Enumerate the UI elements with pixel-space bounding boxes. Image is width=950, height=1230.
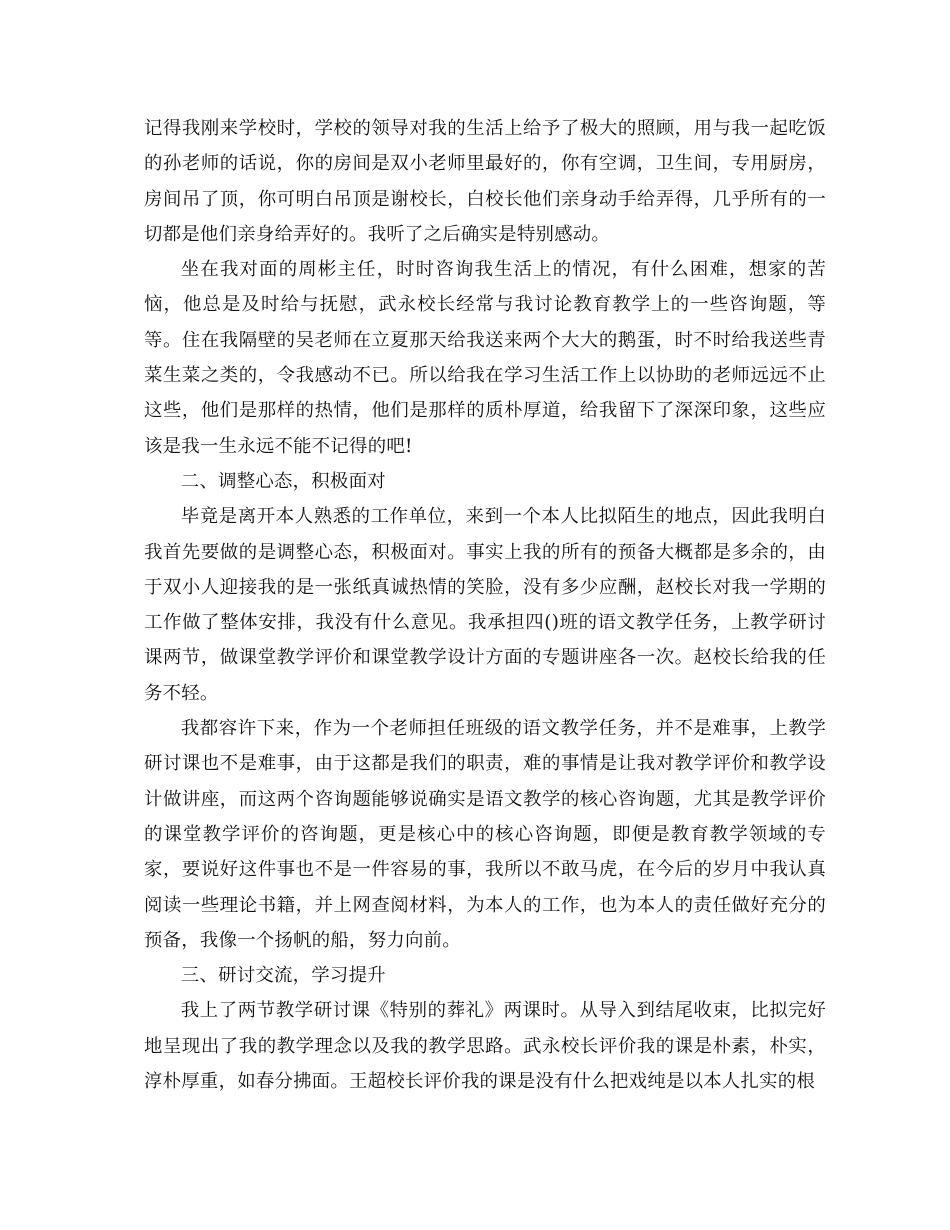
paragraph-4: 我都容许下来，作为一个老师担任班级的语文教学任务，并不是难事，上教学研讨课也不是难事，由于这都是我们的职责，难的事情是让我对教学评价和教学设计做讲座，而这两个咨询题能够说确实是语文教学的核心咨询题，尤其是教学评价的课堂教学评价的咨询题，更是核心中的核心咨询题，即便是教育教学领域的专家，要说好这件事也不是一件容易的事，我所以不敢马虎，在今后的岁月中我认真阅读一些理论书籍，并上网查阅材料，为本人的工作，也为本人的责任做好充分的预备，我像一个扬帆的船，努力向前。 <box>144 718 826 951</box>
paragraph-1: 记得我刚来学校时，学校的领导对我的生活上给予了极大的照顾，用与我一起吃饭的孙老师的话说，你的房间是双小老师里最好的，你有空调，卫生间，专用厨房，房间吊了顶，你可明白吊顶是谢校长，白校长他们亲身动手给弄得，几乎所有的一切都是他们亲身给弄好的。我听了之后确实是特别感动。 <box>144 118 826 245</box>
paragraph-3: 毕竟是离开本人熟悉的工作单位，来到一个本人比拟陌生的地点，因此我明白我首先要做的是调整心态，积极面对。事实上我的所有的预备大概都是多余的，由于双小人迎接我的是一张纸真诚热情的笑脸，没有多少应酬，赵校长对我一学期的工作做了整体安排，我没有什么意见。我承担四()班的语文教学任务，上教学研讨课两节，做课堂教学评价和课堂教学设计方面的专题讲座各一次。赵校长给我的任务不轻。 <box>144 506 826 704</box>
section-heading-2: 二、调整心态，积极面对 <box>180 470 386 492</box>
paragraph-5: 我上了两节教学研讨课《特别的葬礼》两课时。从导入到结尾收束，比拟完好地呈现出了我的教学理念以及我的教学思路。武永校长评价我的课是朴素，朴实，淳朴厚重，如春分拂面。王超校长评价我的课是没有什么把戏纯是以本人扎实的根 <box>144 1000 826 1093</box>
paragraph-2: 坐在我对面的周彬主任，时时咨询我生活上的情况，有什么困难，想家的苦恼，他总是及时给与抚慰，武永校长经常与我讨论教育教学上的一些咨询题，等等。住在我隔壁的吴老师在立夏那天给我送来两个大大的鹅蛋，时不时给我送些青菜生菜之类的，令我感动不已。所以给我在学习生活工作上以协助的老师远远不止这些，他们是那样的热情，他们是那样的质朴厚道，给我留下了深深印象，这些应该是我一生永远不能不记得的吧! <box>144 259 826 457</box>
section-heading-3: 三、研讨交流，学习提升 <box>180 965 386 987</box>
document-body <box>144 111 826 1099</box>
